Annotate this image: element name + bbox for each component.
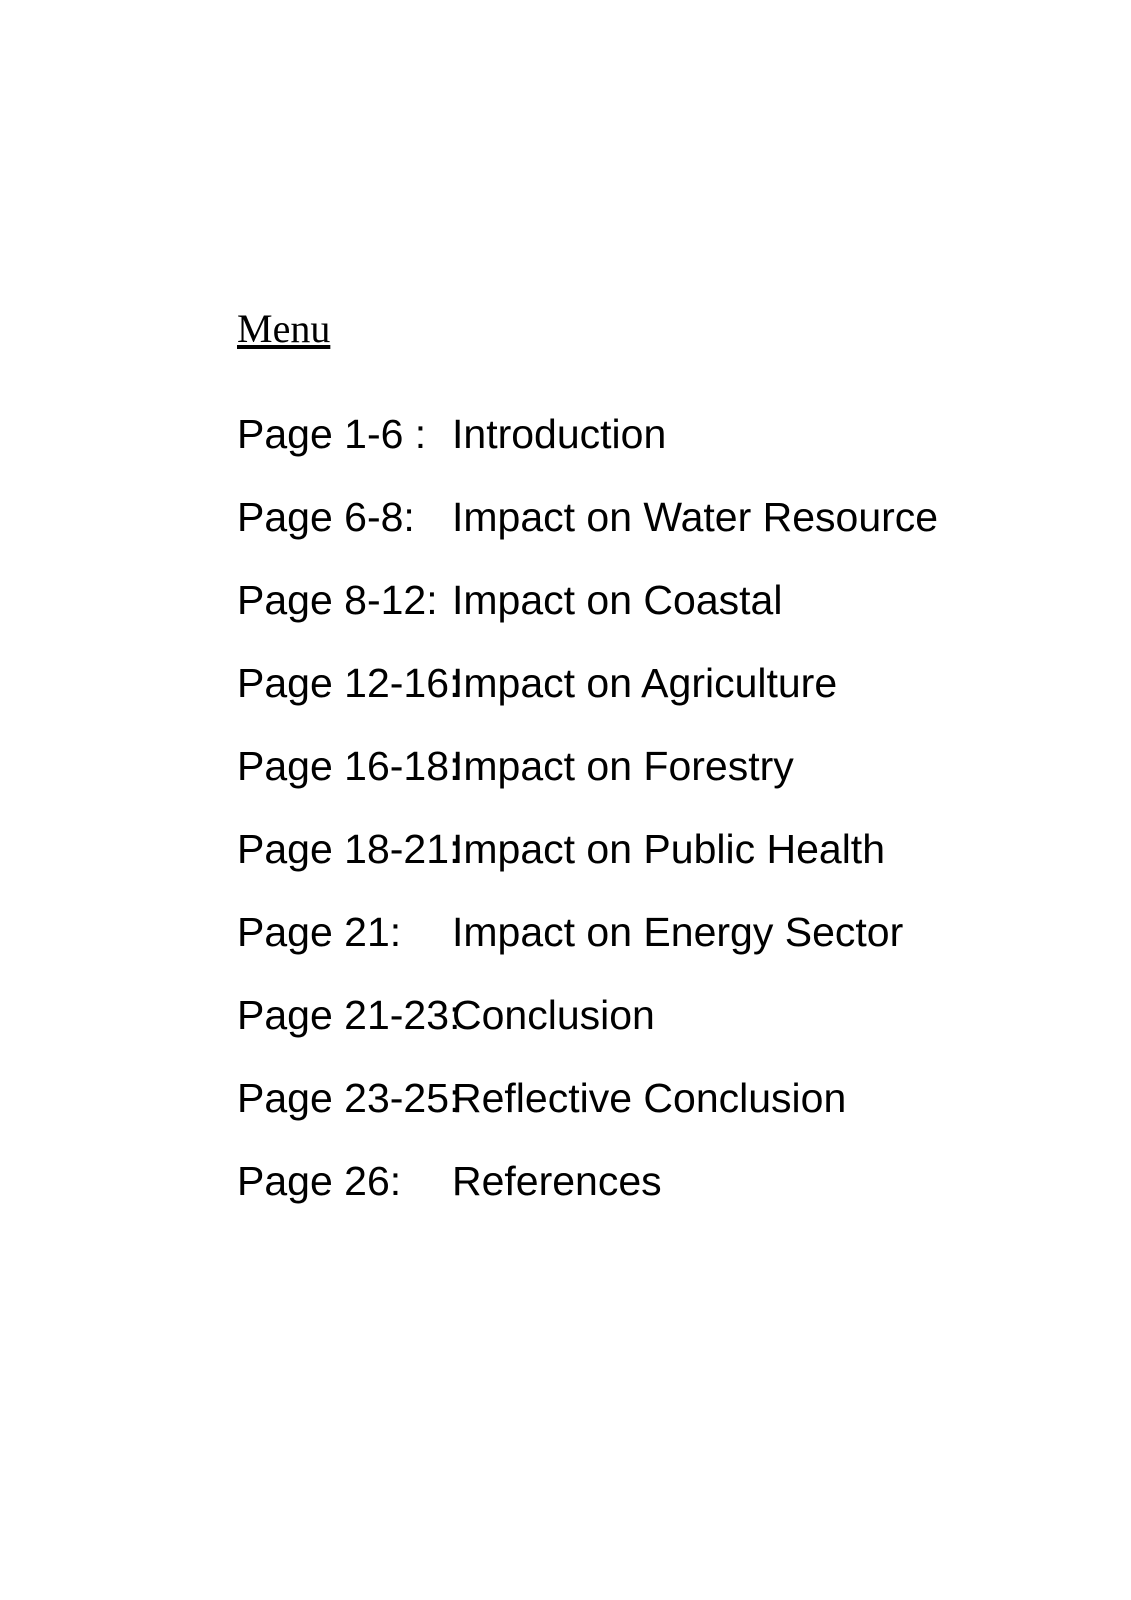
toc-page-range: Page 16-18:	[237, 743, 461, 789]
toc-page-range: Page 21-23:	[237, 992, 461, 1038]
toc-page-range: Page 23-25:	[237, 1075, 461, 1121]
toc-section-title: Introduction	[452, 411, 667, 457]
menu-heading: Menu	[237, 306, 331, 351]
toc-page-range: Page 21:	[237, 909, 402, 955]
toc-entry	[237, 1158, 938, 1205]
toc-section-title: Impact on Water Resource	[452, 494, 939, 540]
toc-section-title: References	[452, 1158, 662, 1204]
toc-entry	[237, 1075, 938, 1122]
toc-page-range: Page 1-6 :	[237, 411, 427, 457]
toc-entry	[237, 826, 938, 873]
toc-section-title: Impact on Forestry	[452, 743, 794, 789]
toc-section-title: Conclusion	[452, 992, 655, 1038]
toc-entry	[237, 660, 938, 707]
toc-entry	[237, 992, 938, 1039]
toc-section-title: Impact on Coastal	[452, 577, 783, 623]
toc-entry	[237, 411, 938, 458]
table-of-contents	[237, 411, 938, 1241]
toc-entry	[237, 743, 938, 790]
toc-page-range: Page 8-12:	[237, 577, 438, 623]
toc-section-title: Reflective Conclusion	[452, 1075, 847, 1121]
toc-page-range: Page 26:	[237, 1158, 402, 1204]
toc-section-title: Impact on Energy Sector	[452, 909, 904, 955]
toc-page-range: Page 6-8:	[237, 494, 415, 540]
toc-page-range: Page 12-16:	[237, 660, 461, 706]
toc-entry	[237, 909, 938, 956]
toc-page-range: Page 18-21:	[237, 826, 461, 872]
toc-section-title: Impact on Public Health	[452, 826, 886, 872]
toc-section-title: Impact on Agriculture	[452, 660, 838, 706]
toc-entry	[237, 577, 938, 624]
toc-entry	[237, 494, 938, 541]
